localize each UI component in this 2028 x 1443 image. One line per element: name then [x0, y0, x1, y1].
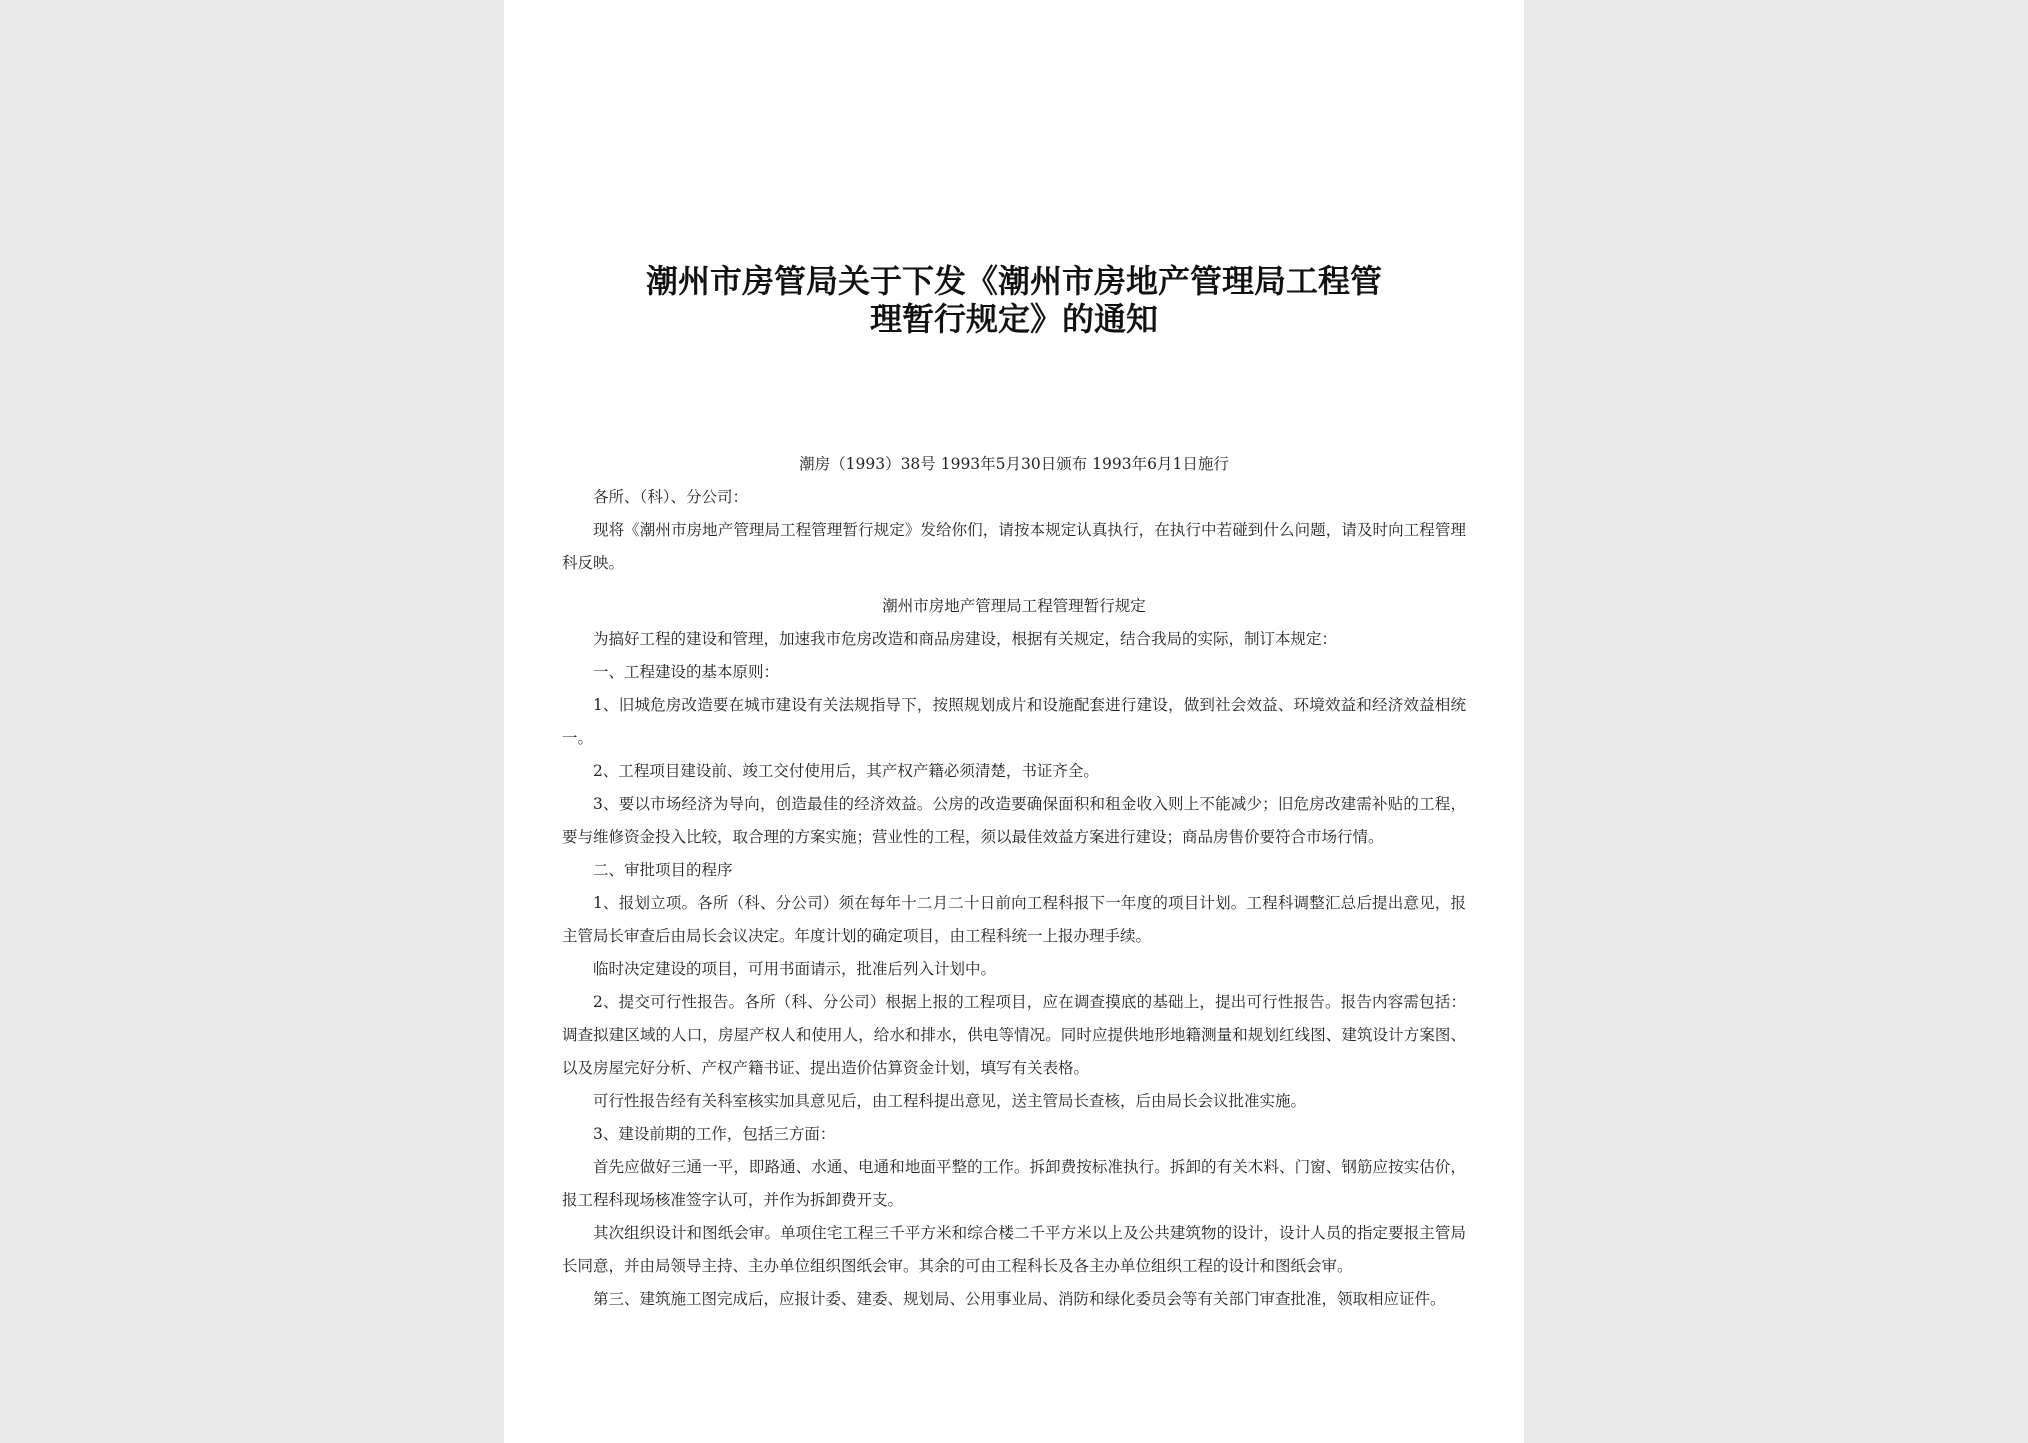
- paragraph: 3、要以市场经济为导向，创造最佳的经济效益。公房的改造要确保面积和租金收入则上不能减少；旧危房改建需补贴的工程，要与维修资金投入比较，取合理的方案实施；营业性的工程，须以最佳效益方案进行建设；商品房售价要符合市场行情。: [562, 795, 1466, 846]
- document-body: [562, 448, 1466, 1316]
- document-meta: 潮房（1993）38号 1993年5月30日颁布 1993年6月1日施行: [799, 455, 1229, 473]
- paragraph: 临时决定建设的项目，可用书面请示，批准后列入计划中。: [593, 960, 997, 978]
- intro-paragraph: 现将《潮州市房地产管理局工程管理暂行规定》发给你们，请按本规定认真执行，在执行中若碰到什么问题，请及时向工程管理科反映。: [562, 521, 1466, 572]
- paragraph: 可行性报告经有关科室核实加具意见后，由工程科提出意见，送主管局长查核，后由局长会议批准实施。: [593, 1092, 1307, 1110]
- paragraph: 为搞好工程的建设和管理，加速我市危房改造和商品房建设，根据有关规定，结合我局的实际，制订本规定：: [593, 630, 1338, 648]
- document-page: [504, 0, 1524, 1443]
- paragraph: 1、报划立项。各所（科、分公司）须在每年十二月二十日前向工程科报下一年度的项目计划。工程科调整汇总后提出意见，报主管局长审查后由局长会议决定。年度计划的确定项目，由工程科统一上报办理手续。: [562, 894, 1466, 945]
- paragraph: 首先应做好三通一平，即路通、水通、电通和地面平整的工作。拆卸费按标准执行。拆卸的有关木料、门窗、钢筋应按实估价，报工程科现场核准签字认可，并作为拆卸费开支。: [562, 1158, 1466, 1209]
- paragraph: 第三、建筑施工图完成后，应报计委、建委、规划局、公用事业局、消防和绿化委员会等有关部门审查批准，领取相应证件。: [593, 1290, 1446, 1308]
- paragraph: 2、提交可行性报告。各所（科、分公司）根据上报的工程项目，应在调查摸底的基础上，提出可行性报告。报告内容需包括：调查拟建区域的人口，房屋产权人和使用人，给水和排水，供电等情况。同时应提供地形地籍测量和规划红线图、建筑设计方案图、以及房屋完好分析、产权产籍书证、提出造价估算资金计划，填写有关表格。: [562, 993, 1466, 1077]
- paragraph: 其次组织设计和图纸会审。单项住宅工程三千平方米和综合楼二千平方米以上及公共建筑物的设计，设计人员的指定要报主管局长同意，并由局领导主持、主办单位组织图纸会审。其余的可由工程科长及各主办单位组织工程的设计和图纸会审。: [562, 1224, 1466, 1275]
- title-line-1: 潮州市房管局关于下发《潮州市房地产管理局工程管: [645, 262, 1382, 300]
- salutation: 各所、（科）、分公司：: [593, 488, 749, 506]
- paragraph: 1、旧城危房改造要在城市建设有关法规指导下，按照规划成片和设施配套进行建设，做到社会效益、环境效益和经济效益相统一。: [562, 696, 1466, 747]
- section-heading: 二、审批项目的程序: [593, 861, 733, 879]
- regulation-title: 潮州市房地产管理局工程管理暂行规定: [882, 597, 1146, 615]
- paragraph: 2、工程项目建设前、竣工交付使用后，其产权产籍必须清楚，书证齐全。: [593, 762, 1099, 780]
- document-title: [566, 262, 1462, 338]
- section-heading: 一、工程建设的基本原则：: [593, 663, 780, 681]
- paragraph: 3、建设前期的工作，包括三方面：: [593, 1125, 836, 1143]
- title-line-2: 理暂行规定》的通知: [869, 300, 1158, 338]
